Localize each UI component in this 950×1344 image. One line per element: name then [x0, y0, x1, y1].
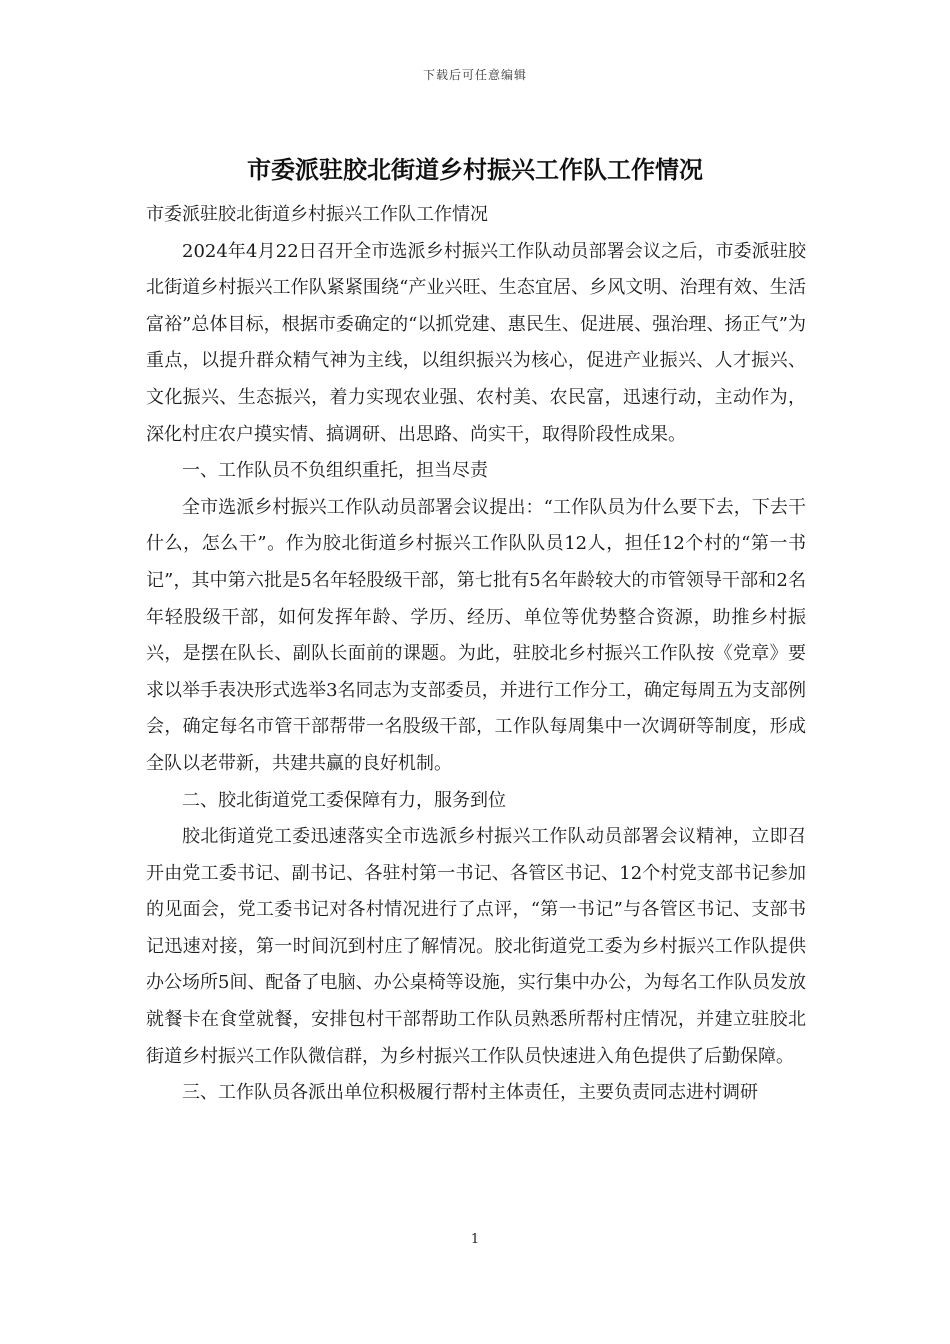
header-note: 下载后可任意编辑: [422, 68, 527, 82]
section-heading-3: 三、工作队员各派出单位积极履行帮村主体责任，主要负责同志进村调研: [182, 1082, 758, 1104]
section-heading-1: 一、工作队员不负组织重托，担当尽责: [182, 460, 488, 482]
section-heading-2: 二、胶北街道党工委保障有力，服务到位: [182, 789, 506, 811]
paragraph-intro: 2024年4月22日召开全市选派乡村振兴工作队动员部署会议之后，市委派驻胶北街道乡村振兴工作队紧紧围绕“产业兴旺、生态宜居、乡风文明、治理有效、生活富裕”总体目标，根据市委确定的“以抓党建、惠民生、促进展、强治理、扬正气”为重点，以提升群众精气神为主线，以组织振兴为核心，促进产业振兴、人才振兴、文化振兴、生态振兴，着力实现农业强、农村美、农民富，迅速行动，主动作为，深化村庄农户摸实情、搞调研、出思路、尚实干，取得阶段性成果。: [146, 240, 806, 445]
document-subtitle: 市委派驻胶北街道乡村振兴工作队工作情况: [146, 204, 488, 225]
paragraph-section-2: 胶北街道党工委迅速落实全市选派乡村振兴工作队动员部署会议精神，立即召开由党工委书记、副书记、各驻村第一书记、各管区书记、12个村党支部书记参加的见面会，党工委书记对各村情况进行了点评，“第一书记”与各管区书记、支部书记迅速对接，第一时间沉到村庄了解情况。胶北街道党工委为乡村振兴工作队提供办公场所5间、配备了电脑、办公桌椅等设施，实行集中办公，为每名工作队员发放就餐卡在食堂就餐，安排包村干部帮助工作队员熟悉所帮村庄情况，并建立驻胶北街道乡村振兴工作队微信群，为乡村振兴工作队员快速进入角色提供了后勤保障。: [146, 826, 806, 1067]
document-body: [146, 197, 806, 1112]
document-title: 市委派驻胶北街道乡村振兴工作队工作情况: [247, 156, 703, 184]
page-number: 1: [470, 1232, 480, 1247]
paragraph-section-1: 全市选派乡村振兴工作队动员部署会议提出：“工作队员为什么要下去，下去干什么，怎么干”。作为胶北街道乡村振兴工作队队员12人，担任12个村的“第一书记”，其中第六批是5名年轻股级干部，第七批有5名年龄较大的市管领导干部和2名年轻股级干部，如何发挥年龄、学历、经历、单位等优势整合资源，助推乡村振兴，是摆在队长、副队长面前的课题。为此，驻胶北乡村振兴工作队按《党章》要求以举手表决形式选举3名同志为支部委员，并进行工作分工，确定每周五为支部例会，确定每名市管干部帮带一名股级干部，工作队每周集中一次调研等制度，形成全队以老带新，共建共赢的良好机制。: [146, 496, 806, 774]
